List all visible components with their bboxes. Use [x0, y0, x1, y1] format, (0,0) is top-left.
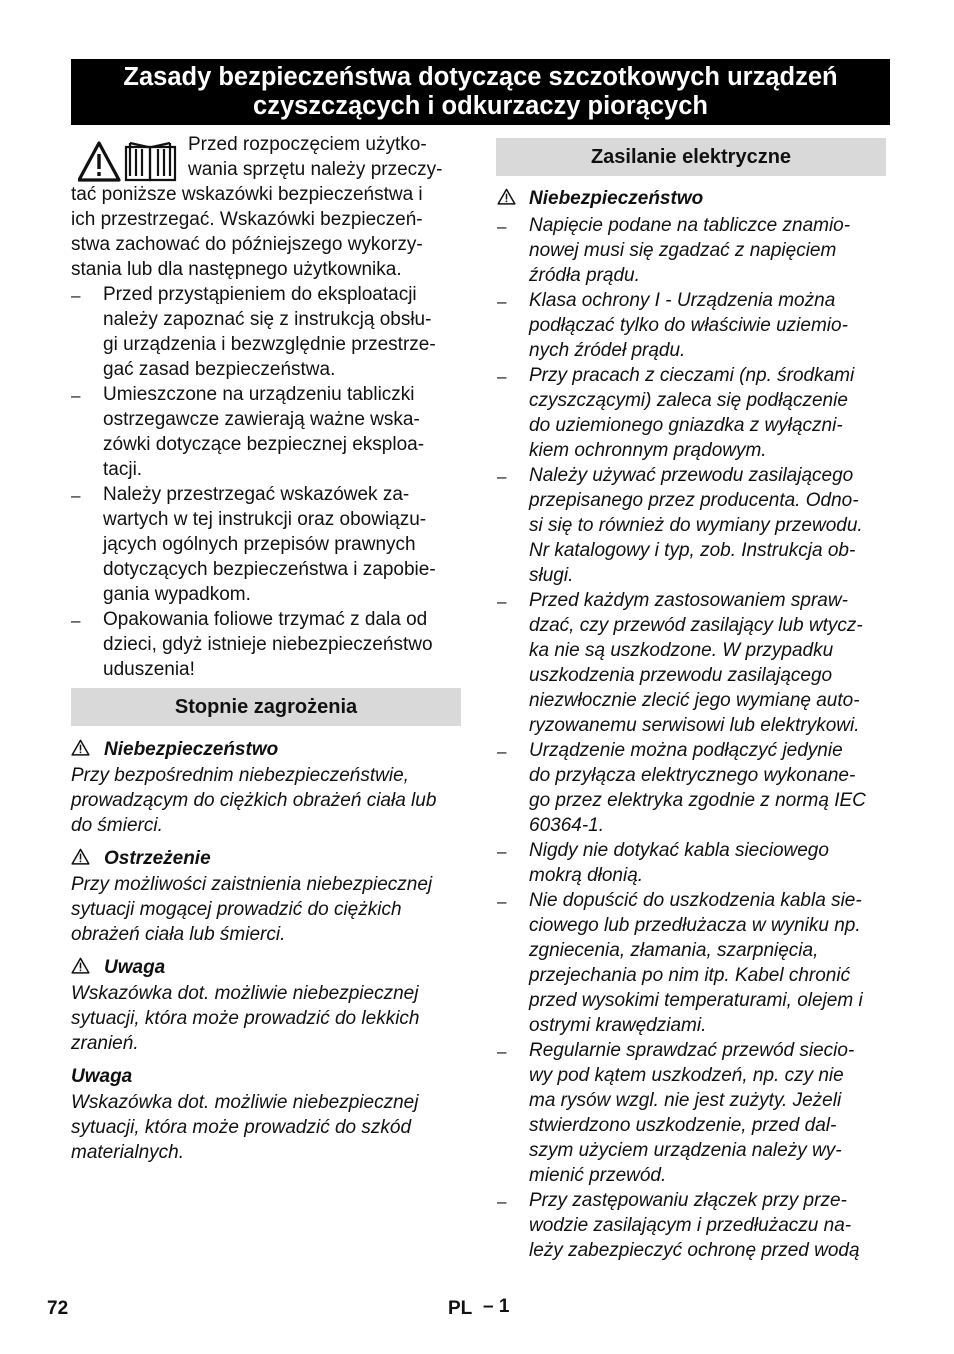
hazard-label-caution: Uwaga [104, 957, 166, 978]
bullet-line: Napięcie podane na tabliczce znamio- [529, 215, 851, 236]
bullet-dash: – [497, 292, 507, 311]
bullet-line: Urządzenie można podłączyć jedynie [529, 740, 843, 761]
bullet-line: uszkodzenia przewodu zasilającego [529, 665, 833, 686]
warning-triangle-icon [497, 188, 516, 205]
hazard-label-note: Uwaga [71, 1066, 133, 1087]
hazard-text: sytuacji mogącej prowadzić do ciężkich [71, 899, 402, 920]
bullet-line: Nie dopuścić do uszkodzenia kabla sie- [529, 890, 862, 911]
section-heading-hazard-levels: Stopnie zagrożenia [71, 688, 461, 726]
hazard-text: Przy bezpośrednim niebezpieczeństwie, [71, 765, 409, 786]
hazard-text: Wskazówka dot. możliwie niebezpiecznej [71, 1092, 419, 1113]
bullet-dash: – [497, 892, 507, 911]
bullet-line: dzieci, gdyż istnieje niebezpieczeństwo [103, 634, 433, 655]
bullet-line: ostrymi krawędziami. [529, 1015, 707, 1036]
hazard-label-danger: Niebezpieczeństwo [104, 739, 279, 760]
bullet-line: uduszenia! [103, 659, 195, 680]
warning-triangle-icon [71, 957, 90, 974]
bullet-dash: – [71, 486, 81, 505]
bullet-line: wodzie zasilającym i przedłużaczu na- [529, 1215, 852, 1236]
bullet-line: dzać, czy przewód zasilający lub wtycz- [529, 615, 863, 636]
open-book-icon [126, 143, 175, 180]
bullet-line: 60364-1. [529, 815, 605, 836]
bullet-line: należy zapoznać się z instrukcją obsłu- [103, 309, 432, 330]
intro-line: ich przestrzegać. Wskazówki bezpieczeń- [71, 209, 423, 230]
bullet-line: zgniecenia, złamania, szarpnięcia, [529, 940, 819, 961]
bullet-line: nowej musi się zgadzać z napięciem [529, 240, 837, 261]
warning-triangle-icon [71, 848, 90, 865]
bullet-dash: – [497, 467, 507, 486]
hazard-text: sytuacji, która może prowadzić do szkód [71, 1117, 412, 1138]
bullet-line: przepisanego przez producenta. Odno- [529, 490, 859, 511]
bullet-line: gi urządzenia i bezwzględnie przestrze- [103, 334, 436, 355]
bullet-dash: – [71, 386, 81, 405]
bullet-line: przejechania po nim itp. Kabel chronić [529, 965, 851, 986]
bullet-line: Przy zastępowaniu złączek przy prze- [529, 1190, 847, 1211]
bullet-line: stwierdzono uszkodzenie, przed dal- [529, 1115, 837, 1136]
hazard-text: prowadzącym do ciężkich obrażeń ciała lub [71, 790, 437, 811]
bullet-line: gania wypadkom. [103, 584, 251, 605]
bullet-line: Przy pracach z cieczami (np. środkami [529, 365, 855, 386]
bullet-line: czyszczącymi) zaleca się podłączenie [529, 390, 848, 411]
intro-line: stania lub dla następnego użytkownika. [71, 259, 402, 280]
section-page-number: – 1 [483, 1296, 510, 1317]
intro-line: wania sprzętu należy przeczy- [188, 159, 443, 180]
bullet-line: ostrzegawcze zawierają ważne wska- [103, 409, 420, 430]
bullet-line: podłączać tylko do właściwie uziemio- [529, 315, 848, 336]
bullet-line: źródła prądu. [529, 265, 640, 286]
hazard-text: zranień. [71, 1033, 139, 1054]
bullet-line: Klasa ochrony I - Urządzenia można [529, 290, 836, 311]
title-line-1: Zasady bezpieczeństwa dotyczące szczotkowych urządzeń [123, 63, 838, 91]
intro-line: tać poniższe wskazówki bezpieczeństwa i [71, 184, 423, 205]
bullet-line: kiem ochronnym prądowym. [529, 440, 767, 461]
language-code: PL [448, 1298, 473, 1319]
bullet-line: leży zabezpieczyć ochronę przed wodą [529, 1240, 860, 1261]
bullet-line: Należy używać przewodu zasilającego [529, 465, 854, 486]
bullet-dash: – [71, 611, 81, 630]
bullet-line: Przed przystąpieniem do eksploatacji [103, 284, 417, 305]
bullet-line: Regularnie sprawdzać przewód siecio- [529, 1040, 855, 1061]
bullet-line: mienić przewód. [529, 1165, 667, 1186]
title-line-2: czyszczących i odkurzaczy piorących [253, 92, 708, 120]
bullet-dash: – [497, 742, 507, 761]
bullet-line: do przyłącza elektrycznego wykonane- [529, 765, 856, 786]
bullet-line: Należy przestrzegać wskazówek za- [103, 484, 410, 505]
page-title [71, 59, 890, 125]
bullet-dash: – [497, 842, 507, 861]
hazard-text: sytuacji, która może prowadzić do lekkich [71, 1008, 420, 1029]
bullet-line: Nr katalogowy i typ, zob. Instrukcja ob- [529, 540, 856, 561]
bullet-line: wartych w tej instrukcji oraz obowiązu- [103, 509, 427, 530]
hazard-text: materialnych. [71, 1142, 184, 1163]
bullet-line: ciowego lub przedłużacza w wyniku np. [529, 915, 861, 936]
bullet-dash: – [497, 367, 507, 386]
bullet-line: zówki dotyczące bezpiecznej eksploa- [103, 434, 425, 455]
bullet-dash: – [497, 592, 507, 611]
bullet-line: si się to również do wymiany przewodu. [529, 515, 863, 536]
intro-line: Przed rozpoczęciem użytko- [188, 134, 427, 155]
hazard-text: do śmierci. [71, 815, 163, 836]
bullet-line: ka nie są uszkodzone. W przypadku [529, 640, 834, 661]
warning-triangle-icon [71, 739, 90, 756]
bullet-line: do uziemionego gniazdka z wyłączni- [529, 415, 843, 436]
bullet-line: nych źródeł prądu. [529, 340, 686, 361]
hazard-label-warning: Ostrzeżenie [104, 848, 211, 869]
bullet-line: niezwłocznie zlecić jego wymianę auto- [529, 690, 860, 711]
page-number: 72 [47, 1298, 69, 1319]
bullet-line: Umieszczone na urządzeniu tabliczki [103, 384, 415, 405]
bullet-dash: – [71, 286, 81, 305]
bullet-line: ryzowanemu serwisowi lub elektrykowi. [529, 715, 860, 736]
bullet-dash: – [497, 217, 507, 236]
bullet-line: Przed każdym zastosowaniem spraw- [529, 590, 848, 611]
bullet-line: mokrą dłonią. [529, 865, 644, 886]
bullet-dash: – [497, 1042, 507, 1061]
bullet-line: przed wysokimi temperaturami, olejem i [529, 990, 863, 1011]
hazard-text: obrażeń ciała lub śmierci. [71, 924, 286, 945]
hazard-text: Przy możliwości zaistnienia niebezpiecznej [71, 874, 433, 895]
bullet-line: Nigdy nie dotykać kabla sieciowego [529, 840, 829, 861]
bullet-line: sługi. [529, 565, 574, 586]
bullet-line: wy pod kątem uszkodzeń, np. czy nie [529, 1065, 844, 1086]
intro-line: stwa zachować do późniejszego wykorzy- [71, 234, 423, 255]
hazard-text: Wskazówka dot. możliwie niebezpiecznej [71, 983, 419, 1004]
bullet-line: ma rysów wzgl. nie jest zużyty. Jeżeli [529, 1090, 842, 1111]
bullet-line: gać zasad bezpieczeństwa. [103, 359, 336, 380]
hazard-label-danger: Niebezpieczeństwo [529, 188, 704, 209]
bullet-line: tacji. [103, 459, 143, 480]
bullet-line: jących ogólnych przepisów prawnych [103, 534, 416, 555]
bullet-dash: – [497, 1192, 507, 1211]
warning-triangle-icon [79, 143, 119, 180]
bullet-line: Opakowania foliowe trzymać z dala od [103, 609, 428, 630]
bullet-line: szym użyciem urządzenia należy wy- [529, 1140, 842, 1161]
bullet-line: go przez elektryka zgodnie z normą IEC [529, 790, 866, 811]
bullet-line: dotyczących bezpieczeństwa i zapobie- [103, 559, 436, 580]
section-heading-power-supply: Zasilanie elektryczne [496, 138, 886, 176]
